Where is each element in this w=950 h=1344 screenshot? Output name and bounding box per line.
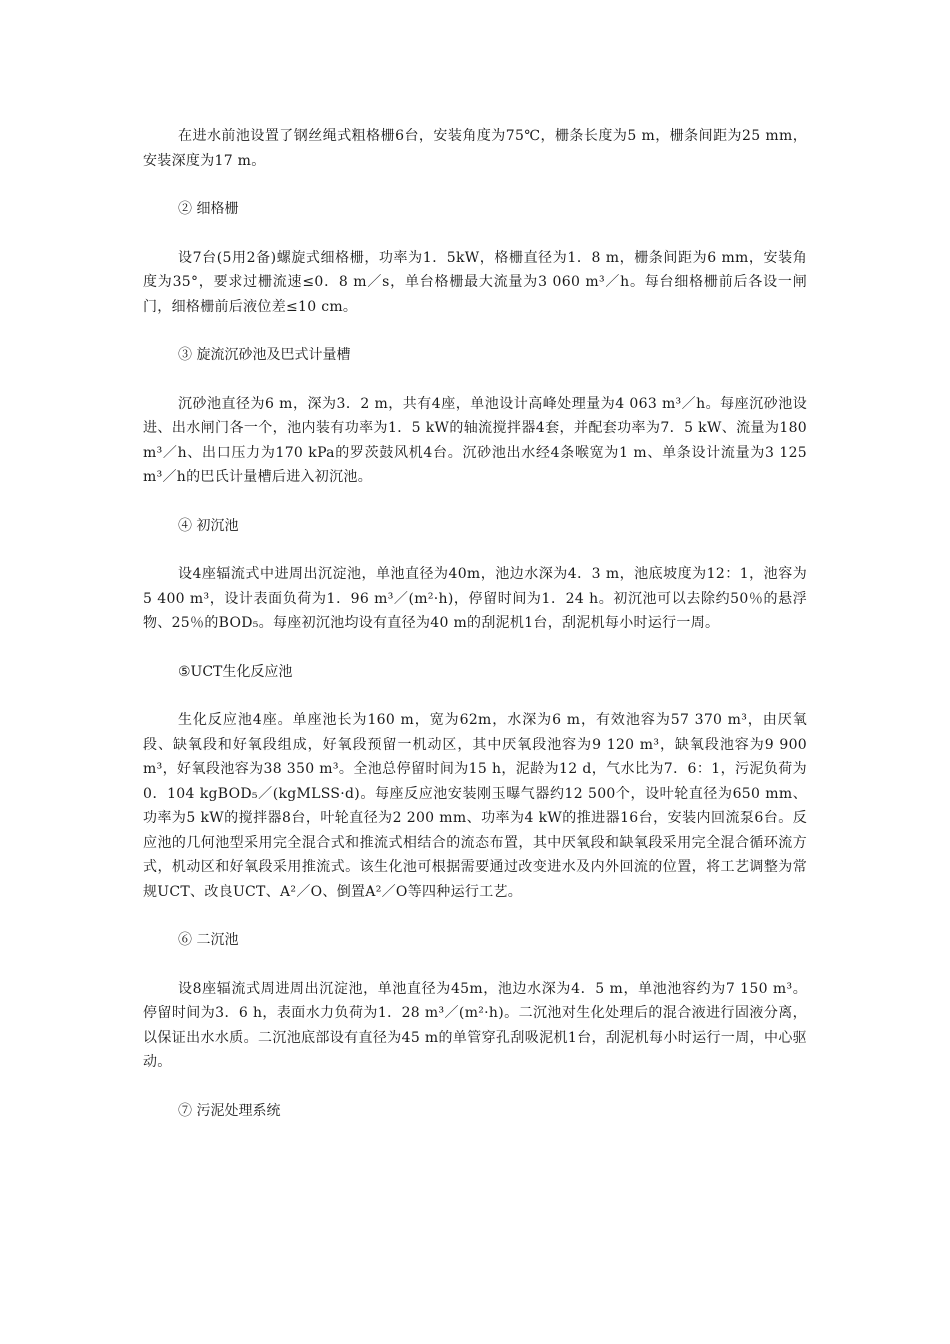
paragraph-primary-clarifier: 设4座辐流式中进周出沉淀池，单池直径为40m，池边水深为4．3 m，池底坡度为12：1，池容为5 400 m³，设计表面负荷为1．96 m³／(m²·h)，停留时间为1．24 h。初沉池可以去除约50％的悬浮物、25％的BOD₅。每座初沉池均设有直径为40 m的刮泥机1台，刮泥机每小时运行一周。 — [143, 566, 807, 631]
heading-primary-clarifier: ④ 初沉池 — [178, 517, 239, 534]
paragraph-grit-chamber: 沉砂池直径为6 m，深为3．2 m，共有4座，单池设计高峰处理量为4 063 m³／h。每座沉砂池设进、出水闸门各一个，池内装有功率为1．5 kW的轴流搅拌器4套，并配套功率为7．5 kW、流量为180 m³／h、出口压力为170 kPa的罗茨鼓风机4台。沉砂池出水经4条喉宽为1 m、单条设计流量为3 125 m³／h的巴氏计量槽后进入初沉池。 — [143, 395, 807, 485]
paragraph-uct-reactor: 生化反应池4座。单座池长为160 m，宽为62m，水深为6 m，有效池容为57 370 m³，由厌氧段、缺氧段和好氧段组成，好氧段预留一机动区，其中厌氧段池容为9 120 m³，缺氧段池容为9 900 m³，好氧段池容为38 350 m³。全池总停留时间为15 h，泥龄为12 d，气水比为7．6：1，污泥负荷为0．104 kgBOD₅／(kgMLSS·d)。每座反应池安装刚玉曝气器约12 500个，设叶轮直径为650 mm、功率为5 kW的搅拌器8台，叶轮直径为2 200 mm、功率为4 kW的推进器16台，安装内回流泵6台。反应池的几何池型采用完全混合式和推流式相结合的流态布置，其中厌氧段和缺氧段采用完全混合循环流方式，机动区和好氧段采用推流式。该生化池可根据需要通过改变进水及内外回流的位置，将工艺调整为常规UCT、改良UCT、A²／O、倒置A²／O等四种运行工艺。 — [143, 712, 807, 900]
document-page — [143, 124, 807, 1123]
paragraph-coarse-screen: 在进水前池设置了钢丝绳式粗格栅6台，安装角度为75℃，栅条长度为5 m，栅条间距为25 mm，安装深度为17 m。 — [143, 128, 807, 169]
paragraph-secondary-clarifier: 设8座辐流式周进周出沉淀池，单池直径为45m，池边水深为4．5 m，单池池容约为7 150 m³。停留时间为3．6 h，表面水力负荷为1．28 m³／(m²·h)。二沉池对生化处理后的混合液进行固液分离，以保证出水水质。二沉池底部设有直径为45 m的单管穿孔刮吸泥机1台，刮泥机每小时运行一周，中心驱动。 — [143, 980, 807, 1070]
paragraph-fine-screen: 设7台(5用2备)螺旋式细格栅，功率为1．5kW，格栅直径为1．8 m，栅条间距为6 mm，安装角度为35°，要求过栅流速≤0．8 m／s，单台格栅最大流量为3 060 m³／h。每台细格栅前后各设一闸门，细格栅前后液位差≤10 cm。 — [143, 249, 807, 315]
heading-uct-reactor: ⑤UCT生化反应池 — [178, 663, 293, 680]
heading-fine-screen: ② 细格栅 — [178, 201, 239, 217]
heading-grit-chamber: ③ 旋流沉砂池及巴式计量槽 — [178, 347, 351, 363]
heading-sludge-treatment: ⑦ 污泥处理系统 — [178, 1102, 281, 1119]
heading-secondary-clarifier: ⑥ 二沉池 — [178, 932, 239, 948]
